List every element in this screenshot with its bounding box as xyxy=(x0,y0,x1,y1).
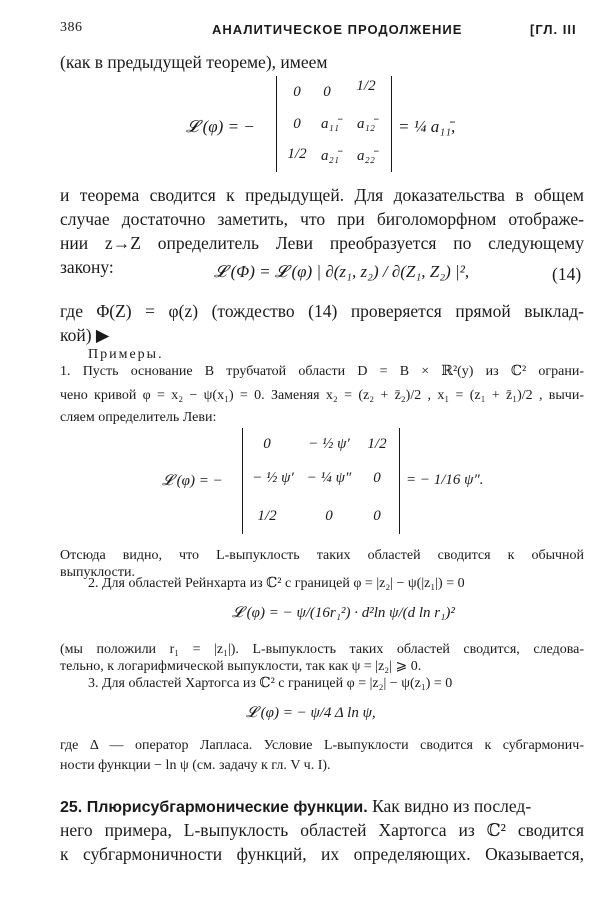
eq4: 𝓛 (φ) = − ψ/4 Δ ln ψ, xyxy=(246,705,376,721)
intro-line: (как в предыдущей теореме), имеем xyxy=(60,52,328,72)
section-line: к субгармоничности функций, их определяющих. Оказывается, xyxy=(60,844,584,864)
ex1-line: чено кривой φ = x₂ − ψ(x₁) = 0. Заменяя x₂ = (z₂ + z̄₂)/2 , x₁ = (z₁ + z̄₁)/2 , вычи- xyxy=(60,388,584,403)
m2-cell: − ½ ψ′ xyxy=(252,470,294,486)
para1-line: и теорема сводится к предыдущей. Для доказательства в общем xyxy=(60,185,584,205)
eq1-lhs: 𝓛 (φ) = − xyxy=(186,117,255,136)
m1-cell: a₁₂̄ xyxy=(357,116,375,132)
m1-cell: 1/2 xyxy=(356,78,376,94)
ex1-line: сляем определитель Леви: xyxy=(60,410,217,425)
determinant-2 xyxy=(242,428,400,534)
eq2-lhs: 𝓛 (φ) = − xyxy=(162,473,223,489)
eq1-rhs: = ¼ a₁₁̄, xyxy=(398,117,456,136)
section-title: 25. Плюрисубгармонические функции. xyxy=(60,799,368,816)
after-eq4-line: где Δ — оператор Лапласа. Условие L-выпуклости сводится к субгармонич- xyxy=(60,738,584,753)
after-eq3-line: (мы положили r₁ = |z₁|). L-выпуклость таких областей сводится, следова- xyxy=(60,642,584,657)
m2-cell: 1/2 xyxy=(257,508,277,524)
after-eq4-line: ности функции − ln ψ (см. задачу к гл. V ч. I). xyxy=(60,758,331,773)
para1-line: нии z→Z определитель Леви преобразуется по следующему xyxy=(60,233,584,253)
m1-cell: a₁₁̄ xyxy=(321,116,339,132)
m1-cell: a₂₁̄ xyxy=(321,148,339,164)
section-line xyxy=(60,794,584,820)
eq14-label: (14) xyxy=(552,264,582,284)
para2-line: где Φ(Z) = φ(z) (тождество (14) проверяется прямой выклад- xyxy=(60,301,584,321)
m2-cell: − ½ ψ′ xyxy=(308,436,350,452)
chapter-marker: [ГЛ. III xyxy=(530,22,577,37)
m1-cell: 0 xyxy=(293,116,301,132)
m1-cell: 0 xyxy=(323,84,331,100)
m1-cell: 0 xyxy=(293,84,301,100)
section-line: него примера, L-выпуклость областей Хартогса из ℂ² сводится xyxy=(60,820,584,840)
m2-cell: 0 xyxy=(263,436,271,452)
page-number: 386 xyxy=(60,20,83,35)
ex1-line: 1. Пусть основание B трубчатой области D = B × ℝ²(y) из ℂ² ограни- xyxy=(60,364,584,379)
m1-cell: 1/2 xyxy=(287,146,307,162)
m2-cell: 1/2 xyxy=(367,436,387,452)
m2-cell: 0 xyxy=(373,470,381,486)
after-eq3-line: тельно, к логарифмической выпуклости, так как ψ = |z₂| ⩾ 0. xyxy=(60,659,422,674)
para1-line: закону: xyxy=(60,257,114,277)
determinant-1 xyxy=(276,76,392,172)
ex2-line: 2. Для областей Рейнхарта из ℂ² с границей φ = |z₂| − ψ(|z₁|) = 0 xyxy=(88,576,465,591)
m2-cell: − ¼ ψ″ xyxy=(306,470,352,486)
ex3-line: 3. Для областей Хартогса из ℂ² с границей φ = |z₂| − ψ(z₁) = 0 xyxy=(88,676,453,691)
eq3: 𝓛 (φ) = − ψ/(16r₁²) · d²ln ψ/(d ln r₁)² xyxy=(232,605,455,621)
eq2-rhs: = − 1/16 ψ″. xyxy=(406,472,484,488)
m2-cell: 0 xyxy=(325,508,333,524)
m2-cell: 0 xyxy=(373,508,381,524)
running-title: АНАЛИТИЧЕСКОЕ ПРОДОЛЖЕНИЕ xyxy=(212,22,463,37)
section-text: Как видно из послед- xyxy=(372,796,532,816)
para2-line: кой) ▶ xyxy=(60,325,110,345)
examples-title: Примеры. xyxy=(88,347,164,362)
after-eq2-line: выпуклости. xyxy=(60,565,135,580)
m1-cell: a₂₂̄ xyxy=(357,148,375,164)
eq14: 𝓛 (Φ) = 𝓛 (φ) | ∂(z₁, z₂) / ∂(Z₁, Z₂) |², xyxy=(214,262,470,281)
para1-line: случае достаточно заметить, что при биголоморфном отображе- xyxy=(60,209,584,229)
after-eq2-line: Отсюда видно, что L-выпуклость таких областей сводится к обычной xyxy=(60,548,584,563)
